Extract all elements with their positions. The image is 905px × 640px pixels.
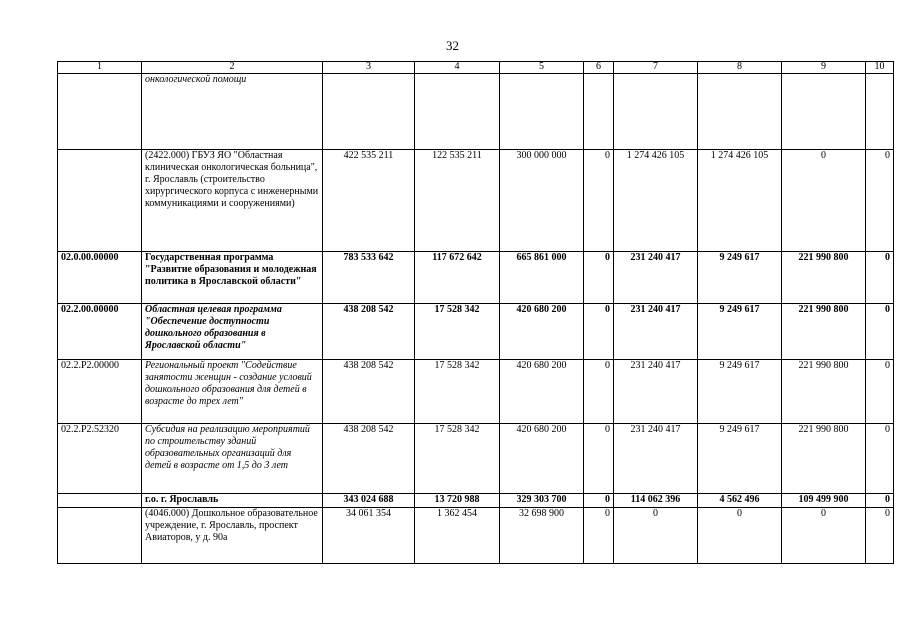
row-col10-value: 0: [866, 360, 894, 424]
row-federal-budget: 420 680 200: [500, 360, 584, 424]
row-col7-value: 1 274 426 105: [614, 150, 698, 252]
row-total-cost: 783 533 642: [323, 252, 415, 304]
col-header-2: 2: [142, 62, 323, 74]
row-federal-budget: 300 000 000: [500, 150, 584, 252]
row-code: [58, 150, 142, 252]
col-header-3: 3: [323, 62, 415, 74]
table-row: [58, 508, 894, 564]
row-col10-value: 0: [866, 252, 894, 304]
page-number: 32: [446, 38, 459, 53]
row-description: Государственная программа "Развитие образования и молодежная политика в Ярославской области": [142, 252, 323, 304]
row-federal-budget: 665 861 000: [500, 252, 584, 304]
row-col8-value: 9 249 617: [698, 304, 782, 360]
row-col10-value: [866, 74, 894, 150]
row-description: Региональный проект "Содействие занятости женщин - создание условий дошкольного образования для детей в возрасте до трех лет": [142, 360, 323, 424]
col-header-6: 6: [584, 62, 614, 74]
row-col6-value: 0: [584, 304, 614, 360]
row-col7-value: [614, 74, 698, 150]
row-total-cost: 34 061 354: [323, 508, 415, 564]
row-col7-value: 231 240 417: [614, 304, 698, 360]
row-regional-budget: 13 720 988: [415, 494, 500, 508]
budget-table: [57, 61, 894, 564]
table-row: [58, 424, 894, 494]
row-col9-value: 221 990 800: [782, 304, 866, 360]
row-total-cost: 422 535 211: [323, 150, 415, 252]
table-row: [58, 74, 894, 150]
row-col7-value: 231 240 417: [614, 252, 698, 304]
table-row: [58, 494, 894, 508]
row-col6-value: 0: [584, 252, 614, 304]
row-col10-value: 0: [866, 494, 894, 508]
row-col9-value: 109 499 900: [782, 494, 866, 508]
row-col10-value: 0: [866, 150, 894, 252]
row-col10-value: 0: [866, 304, 894, 360]
row-total-cost: [323, 74, 415, 150]
col-header-7: 7: [614, 62, 698, 74]
row-col8-value: 1 274 426 105: [698, 150, 782, 252]
row-regional-budget: 17 528 342: [415, 360, 500, 424]
col-header-8: 8: [698, 62, 782, 74]
row-total-cost: 438 208 542: [323, 360, 415, 424]
row-federal-budget: [500, 74, 584, 150]
col-header-1: 1: [58, 62, 142, 74]
row-col10-value: 0: [866, 508, 894, 564]
col-header-4: 4: [415, 62, 500, 74]
row-col6-value: 0: [584, 494, 614, 508]
col-header-5: 5: [500, 62, 584, 74]
row-regional-budget: 17 528 342: [415, 304, 500, 360]
row-code: [58, 74, 142, 150]
row-col6-value: 0: [584, 508, 614, 564]
row-federal-budget: 32 698 900: [500, 508, 584, 564]
row-regional-budget: 117 672 642: [415, 252, 500, 304]
row-code: 02.2.00.00000: [58, 304, 142, 360]
row-federal-budget: 420 680 200: [500, 424, 584, 494]
row-col8-value: [698, 74, 782, 150]
row-total-cost: 438 208 542: [323, 424, 415, 494]
row-col9-value: [782, 74, 866, 150]
row-col6-value: 0: [584, 150, 614, 252]
row-total-cost: 438 208 542: [323, 304, 415, 360]
row-col7-value: 0: [614, 508, 698, 564]
row-code: 02.2.P2.00000: [58, 360, 142, 424]
row-regional-budget: 122 535 211: [415, 150, 500, 252]
table-row: [58, 304, 894, 360]
table-row: [58, 360, 894, 424]
row-description: (4046.000) Дошкольное образовательное учреждение, г. Ярославль, проспект Авиаторов, у д. 90а: [142, 508, 323, 564]
col-header-9: 9: [782, 62, 866, 74]
row-col9-value: 0: [782, 150, 866, 252]
row-col8-value: 9 249 617: [698, 424, 782, 494]
row-col6-value: 0: [584, 424, 614, 494]
row-col6-value: [584, 74, 614, 150]
row-col9-value: 221 990 800: [782, 252, 866, 304]
row-regional-budget: 1 362 454: [415, 508, 500, 564]
row-col7-value: 231 240 417: [614, 424, 698, 494]
row-description: онкологической помощи: [142, 74, 323, 150]
row-col7-value: 231 240 417: [614, 360, 698, 424]
table-row: [58, 150, 894, 252]
row-code: [58, 494, 142, 508]
row-col9-value: 221 990 800: [782, 360, 866, 424]
row-col10-value: 0: [866, 424, 894, 494]
row-col8-value: 0: [698, 508, 782, 564]
row-regional-budget: [415, 74, 500, 150]
row-total-cost: 343 024 688: [323, 494, 415, 508]
table-row: [58, 252, 894, 304]
row-col6-value: 0: [584, 360, 614, 424]
row-code: [58, 508, 142, 564]
row-col9-value: 0: [782, 508, 866, 564]
row-description: Субсидия на реализацию мероприятий по строительству зданий образовательных организаций для детей в возрасте от 1,5 до 3 лет: [142, 424, 323, 494]
row-description: г.о. г. Ярославль: [142, 494, 323, 508]
row-description: (2422.000) ГБУЗ ЯО "Областная клиническая онкологическая больница", г. Ярославль (строительство хирургического корпуса с инженерными коммуникациями и сооружениями): [142, 150, 323, 252]
row-col9-value: 221 990 800: [782, 424, 866, 494]
column-number-row: [58, 62, 894, 74]
col-header-10: 10: [866, 62, 894, 74]
row-regional-budget: 17 528 342: [415, 424, 500, 494]
row-federal-budget: 329 303 700: [500, 494, 584, 508]
row-col8-value: 9 249 617: [698, 252, 782, 304]
row-col8-value: 4 562 496: [698, 494, 782, 508]
table-body: [58, 62, 894, 564]
row-federal-budget: 420 680 200: [500, 304, 584, 360]
row-code: 02.0.00.00000: [58, 252, 142, 304]
row-description: Областная целевая программа "Обеспечение доступности дошкольного образования в Ярославской области": [142, 304, 323, 360]
row-col7-value: 114 062 396: [614, 494, 698, 508]
row-col8-value: 9 249 617: [698, 360, 782, 424]
row-code: 02.2.P2.52320: [58, 424, 142, 494]
